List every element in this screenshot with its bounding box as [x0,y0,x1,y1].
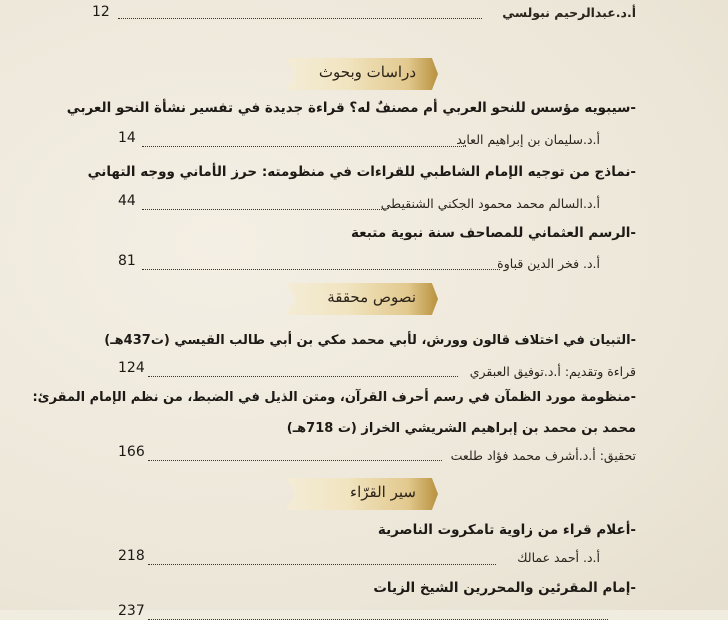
section-heading: دراسات وبحوث [318,63,416,81]
page-number: 218 [118,548,145,564]
page-number: 124 [118,360,145,376]
dot-leader [118,18,482,19]
dot-leader [148,376,458,377]
entry-author: قراءة وتقديم: أ.د.توفيق العبقري [469,364,636,379]
page-number: 237 [118,603,145,619]
entry-title: -نماذج من توجيه الإمام الشاطبي للقراءات في منظومته: حرز الأماني ووجه التهاني [87,164,636,180]
dot-leader [148,564,496,565]
entry-author: أ.د.السالم محمد محمود الجكني الشنقيطي [380,196,600,211]
entry-author: تحقيق: أ.د.أشرف محمد فؤاد طلعت [450,448,636,463]
entry-title: -التبيان في اختلاف قالون وورش، لأبي محمد مكي بن أبي طالب القيسي (ت437هـ) [104,333,636,348]
page-number: 12 [92,4,110,20]
section-banner [286,478,438,510]
page-number: 81 [118,253,136,269]
entry-author: أ.د. أحمد عمالك [517,550,600,565]
entry-author: أ.د.سليمان بن إبراهيم العايد [456,132,600,147]
section-banner [286,283,438,315]
page-number: 166 [118,444,145,460]
entry-title: -أعلام قراء من زاوية تامكروت الناصرية [377,522,636,538]
dot-leader [148,460,442,461]
entry-title: -منظومة مورد الظمآن في رسم أحرف القرآن، ومتن الذيل في الضبط، من نظم الإمام المقرئ: [32,390,636,405]
entry-author: أ.د. فخر الدين قباوة [497,256,600,271]
entry-author: أ.د.عبدالرحيم نبولسي [502,5,636,20]
entry-title-line2: محمد بن محمد بن إبراهيم الشريشي الخراز (ت 718هـ) [286,421,636,436]
section-heading: سير القرّاء [350,483,416,501]
entry-title: -الرسم العثماني للمصاحف سنة نبوية متبعة [350,225,636,241]
dot-leader [142,146,466,147]
section-heading: نصوص محققة [327,288,416,306]
dot-leader [142,269,500,270]
dot-leader [142,209,384,210]
page-number: 14 [118,130,136,146]
entry-title: -إمام المقرئين والمحررين الشيخ الزيات [373,580,636,596]
entry-title: -سيبويه مؤسس للنحو العربي أم مصنفٌ له؟ قراءة جديدة في تفسير نشأة النحو العربي [66,100,636,116]
page-number: 44 [118,193,136,209]
section-banner [286,58,438,90]
